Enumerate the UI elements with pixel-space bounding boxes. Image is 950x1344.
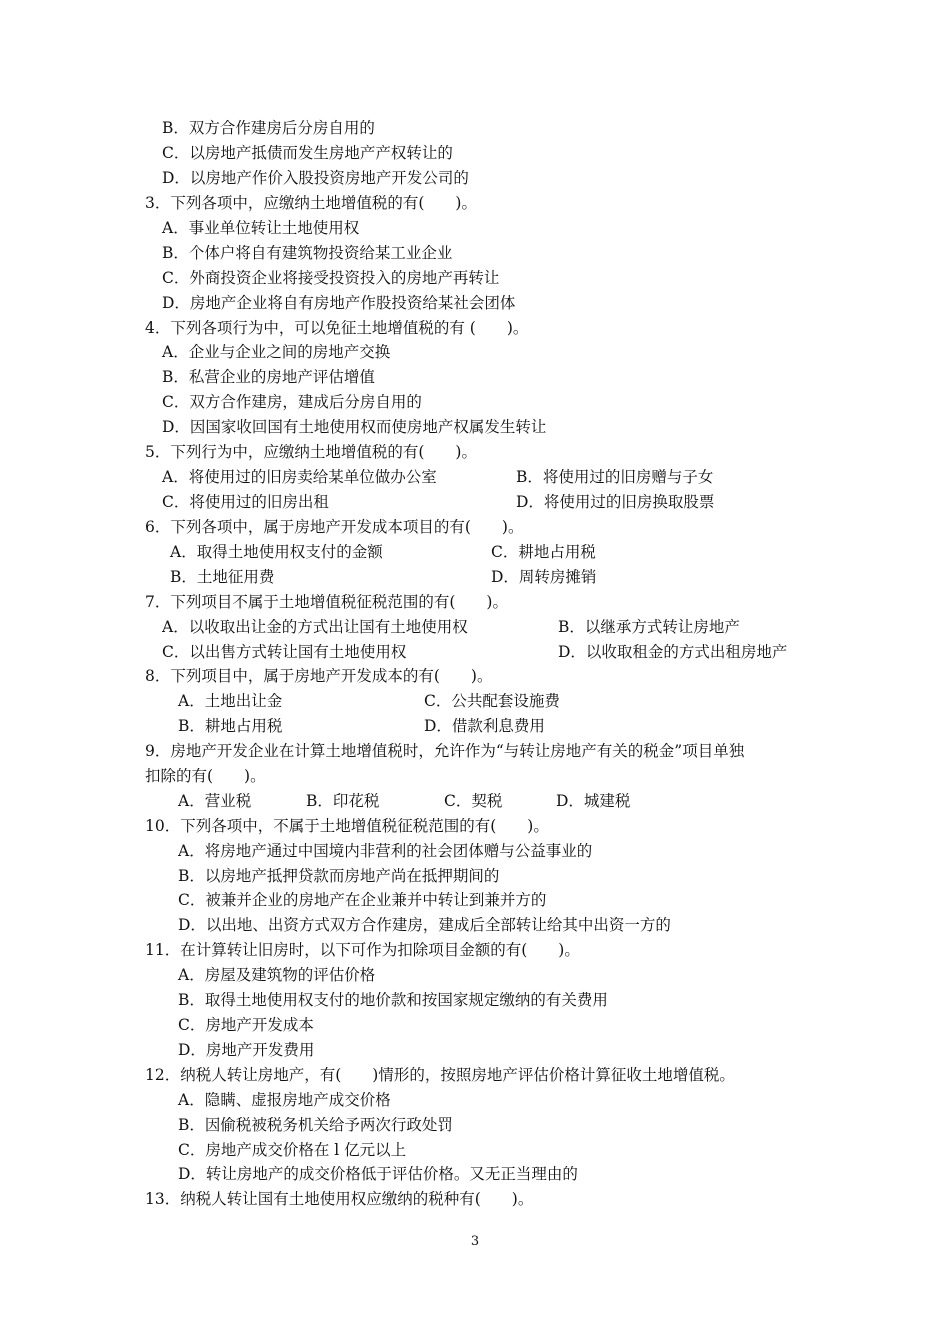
- option-text: C．公共配套设施费: [424, 692, 560, 710]
- option-text: C．房地产开发成本: [178, 1016, 314, 1034]
- option-text: C．耕地占用税: [491, 543, 596, 561]
- option-text: A．事业单位转让土地使用权: [162, 219, 360, 237]
- option-text: D．将使用过的旧房换取股票: [516, 493, 715, 511]
- option-text: B．土地征用费: [170, 568, 275, 586]
- option-text: B．双方合作建房后分房自用的: [162, 119, 375, 137]
- option-text: B．取得土地使用权支付的地价款和按国家规定缴纳的有关费用: [178, 991, 608, 1009]
- question-text: 3．下列各项中，应缴纳土地增值税的有( )。: [145, 194, 477, 212]
- option-text: A．隐瞒、虚报房地产成交价格: [178, 1091, 391, 1109]
- question-text: 扣除的有( )。: [145, 767, 266, 785]
- page-number: 3: [470, 1234, 480, 1249]
- option-text: D．城建税: [556, 792, 631, 810]
- option-text: B．印花税: [306, 792, 380, 810]
- option-text: C．外商投资企业将接受投资投入的房地产再转让: [162, 269, 500, 287]
- option-text: B．以继承方式转让房地产: [558, 618, 740, 636]
- option-text: B．将使用过的旧房赠与子女: [516, 468, 714, 486]
- question-text: 7．下列项目不属于土地增值税征税范围的有( )。: [145, 593, 508, 611]
- option-text: B．耕地占用税: [178, 717, 283, 735]
- option-text: D．借款利息费用: [424, 717, 545, 735]
- question-text: 9．房地产开发企业在计算土地增值税时，允许作为“与转让房地产有关的税金”项目单独: [145, 742, 745, 760]
- option-text: C．房地产成交价格在 l 亿元以上: [178, 1141, 407, 1159]
- question-text: 11．在计算转让旧房时，以下可作为扣除项目金额的有( )。: [145, 941, 580, 959]
- option-text: D．因国家收回国有土地使用权而使房地产权属发生转让: [162, 418, 547, 436]
- option-text: A．以收取出让金的方式出让国有土地使用权: [162, 618, 468, 636]
- option-text: C．双方合作建房，建成后分房自用的: [162, 393, 422, 411]
- question-text: 6．下列各项中，属于房地产开发成本项目的有( )。: [145, 518, 524, 536]
- option-text: D．房地产开发费用: [178, 1041, 315, 1059]
- option-text: D．以出地、出资方式双方合作建房，建成后全部转让给其中出资一方的: [178, 916, 671, 934]
- option-text: A．营业税: [178, 792, 252, 810]
- option-text: A．将房地产通过中国境内非营利的社会团体赠与公益事业的: [178, 842, 593, 860]
- option-text: C．以出售方式转让国有土地使用权: [162, 643, 407, 661]
- option-text: B．个体户将自有建筑物投资给某工业企业: [162, 244, 453, 262]
- option-text: B．私营企业的房地产评估增值: [162, 368, 375, 386]
- option-text: A．企业与企业之间的房地产交换: [162, 343, 391, 361]
- option-text: D．转让房地产的成交价格低于评估价格。又无正当理由的: [178, 1165, 578, 1183]
- option-text: C．被兼并企业的房地产在企业兼并中转让到兼并方的: [178, 891, 547, 909]
- option-text: A．土地出让金: [178, 692, 283, 710]
- option-text: B．以房地产抵押贷款而房地产尚在抵押期间的: [178, 867, 500, 885]
- option-text: D．房地产企业将自有房地产作股投资给某社会团体: [162, 294, 516, 312]
- option-text: D．以收取租金的方式出租房地产: [558, 643, 788, 661]
- question-text: 8．下列项目中，属于房地产开发成本的有( )。: [145, 667, 493, 685]
- option-text: C．以房地产抵债而发生房地产产权转让的: [162, 144, 453, 162]
- question-text: 5．下列行为中，应缴纳土地增值税的有( )。: [145, 443, 477, 461]
- option-text: B．因偷税被税务机关给予两次行政处罚: [178, 1116, 453, 1134]
- question-text: 10．下列各项中，不属于土地增值税征税范围的有( )。: [145, 817, 549, 835]
- option-text: A．取得土地使用权支付的金额: [170, 543, 383, 561]
- question-text: 4．下列各项行为中，可以免征土地增值税的有 ( )。: [145, 319, 529, 337]
- option-text: A．房屋及建筑物的评估价格: [178, 966, 376, 984]
- question-text: 12．纳税人转让房地产，有( )情形的，按照房地产评估价格计算征收土地增值税。: [145, 1066, 735, 1084]
- option-text: D．以房地产作价入股投资房地产开发公司的: [162, 169, 469, 187]
- option-text: C．契税: [444, 792, 503, 810]
- question-text: 13．纳税人转让国有土地使用权应缴纳的税种有( )。: [145, 1190, 534, 1208]
- option-text: A．将使用过的旧房卖给某单位做办公室: [162, 468, 437, 486]
- option-text: D．周转房摊销: [491, 568, 597, 586]
- option-text: C．将使用过的旧房出租: [162, 493, 329, 511]
